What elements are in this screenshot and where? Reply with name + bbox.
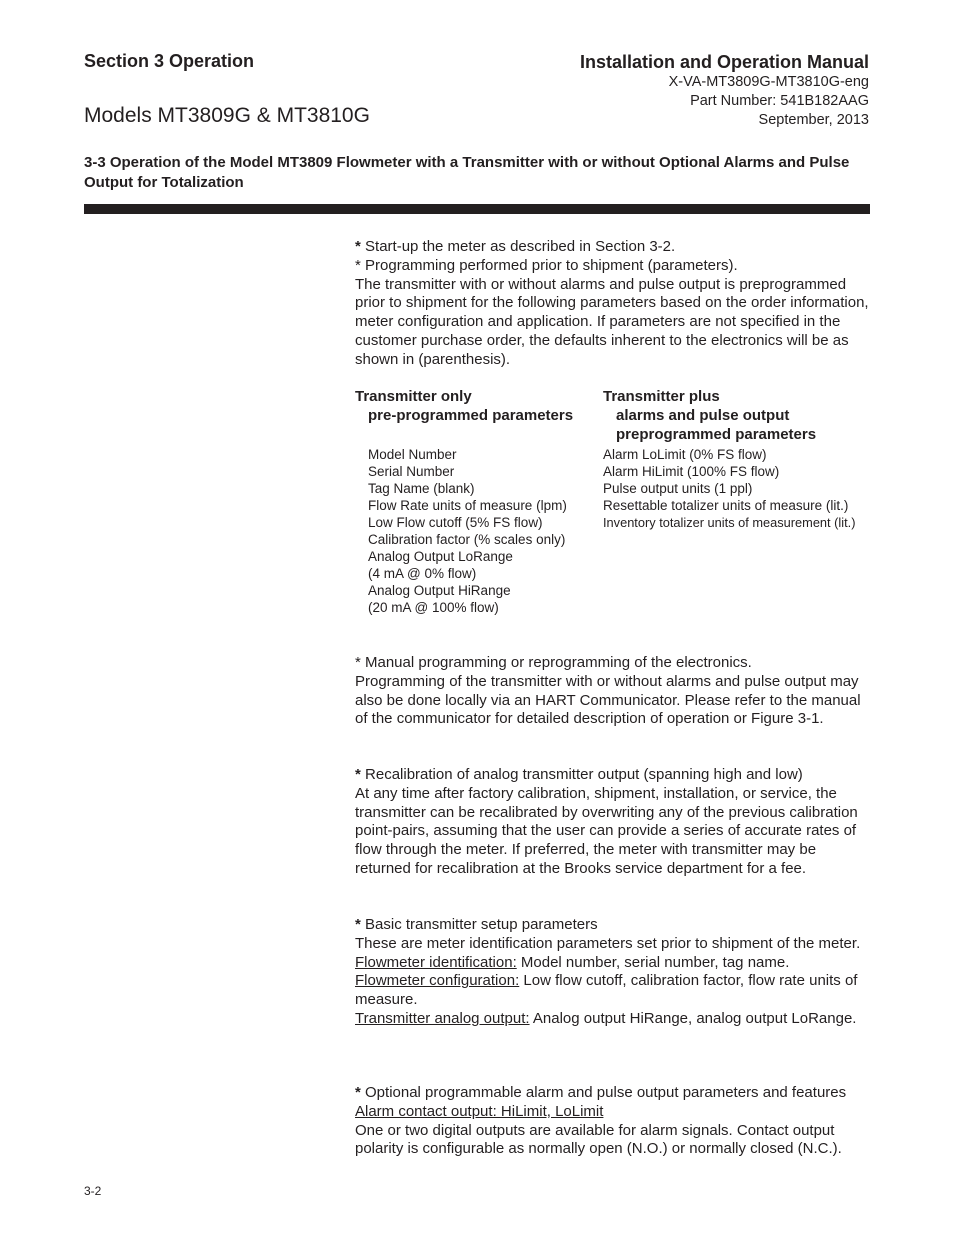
list-item: (20 mA @ 100% flow) bbox=[368, 600, 499, 615]
right-heading-line-3: preprogrammed parameters bbox=[616, 426, 817, 443]
manual-programming-block bbox=[355, 654, 875, 729]
alarm-contact-label: Alarm contact output: HiLimit, LoLimit bbox=[355, 1102, 604, 1120]
left-parameter-list bbox=[368, 446, 567, 616]
flowmeter-configuration-text: Low flow cutoff, calibration factor, flow rate units of measure. bbox=[355, 972, 858, 1009]
flowmeter-configuration-label: Flowmeter configuration: bbox=[355, 972, 520, 990]
right-table-heading bbox=[603, 387, 816, 444]
right-parameter-list bbox=[603, 446, 855, 531]
list-item: Analog Output LoRange bbox=[368, 549, 513, 564]
list-item: Low Flow cutoff (5% FS flow) bbox=[368, 515, 543, 530]
optional-title-line bbox=[355, 1084, 875, 1103]
list-item: Tag Name (blank) bbox=[368, 481, 475, 496]
optional-body: One or two digital outputs are available for alarm signals. Contact output polarity is configurable as normally open (N.O.) or normally closed (N.C.). bbox=[355, 1121, 842, 1158]
right-heading-line-2: alarms and pulse output bbox=[616, 407, 790, 424]
left-table-heading bbox=[355, 387, 573, 425]
bullet-star: * bbox=[355, 238, 361, 255]
recalibration-block bbox=[355, 766, 875, 879]
analog-output-label: Transmitter analog output: bbox=[355, 1009, 530, 1027]
recalibration-title-line bbox=[355, 766, 875, 785]
section-heading: 3-3 Operation of the Model MT3809 Flowmeter with a Transmitter with or without Optional Alarms and Pulse Output for Totalization bbox=[84, 154, 850, 191]
recalibration-body: At any time after factory calibration, shipment, installation, or service, the transmitter can be recalibrated by overwriting any of the previous calibration point-pairs, assuming that the user can provide a series of accurate rates of flow through the meter. If preferred, the meter with transmitter may be returned for recalibration at the Brooks service department for a fee. bbox=[355, 784, 858, 877]
intro-paragraph: The transmitter with or without alarms and pulse output is preprogrammed prior to shipment for the following parameters based on the order information, meter configuration and application. If parameters are not specified in the customer purchase order, the defaults inherent to the electronics will be as shown in (parenthesis). bbox=[355, 275, 869, 368]
list-item: Serial Number bbox=[368, 464, 455, 479]
basic-setup-title-line bbox=[355, 916, 875, 935]
right-heading-line-1: Transmitter plus bbox=[603, 388, 720, 405]
list-item: Flow Rate units of measure (lpm) bbox=[368, 498, 567, 513]
analog-output-text: Analog output HiRange, analog output LoRange. bbox=[529, 1009, 857, 1027]
left-heading-line-2: pre-programmed parameters bbox=[368, 407, 574, 424]
intro-block bbox=[355, 238, 875, 370]
basic-setup-body: These are meter identification parameters set prior to shipment of the meter. bbox=[355, 934, 861, 952]
list-item: Pulse output units (1 ppl) bbox=[603, 481, 753, 496]
list-item: Analog Output HiRange bbox=[368, 583, 511, 598]
part-number: Part Number: 541B182AAG bbox=[690, 93, 869, 109]
startup-line bbox=[355, 238, 875, 257]
flowmeter-identification-line bbox=[355, 954, 875, 973]
page-number: 3-2 bbox=[84, 1184, 102, 1198]
manual-programming-body: Programming of the transmitter with or without alarms and pulse output may also be done locally via an HART Communicator. Please refer to the manual of the communicator for detailed description of operation or Figure 3-1. bbox=[355, 672, 861, 728]
section-label: Section 3 Operation bbox=[84, 51, 255, 71]
analog-output-line bbox=[355, 1010, 875, 1029]
basic-setup-title: Basic transmitter setup parameters bbox=[365, 916, 598, 933]
recalibration-title: Recalibration of analog transmitter output (spanning high and low) bbox=[365, 766, 803, 783]
left-heading-line-1: Transmitter only bbox=[355, 388, 472, 405]
list-item: Alarm HiLimit (100% FS flow) bbox=[603, 464, 780, 479]
document-id: X-VA-MT3809G-MT3810G-eng bbox=[668, 74, 869, 90]
list-item: (4 mA @ 0% flow) bbox=[368, 566, 477, 581]
manual-programming-title: * Manual programming or reprogramming of the electronics. bbox=[355, 654, 752, 671]
list-item: Inventory totalizer units of measurement (lit.) bbox=[603, 515, 856, 530]
optional-title: Optional programmable alarm and pulse output parameters and features bbox=[365, 1084, 847, 1101]
bullet-star: * bbox=[355, 1084, 361, 1101]
startup-text: Start-up the meter as described in Section 3-2. bbox=[365, 238, 676, 255]
bullet-star: * bbox=[355, 766, 361, 783]
bullet-star: * bbox=[355, 916, 361, 933]
publish-date: September, 2013 bbox=[758, 112, 869, 128]
optional-alarm-block bbox=[355, 1084, 875, 1159]
document-info bbox=[580, 51, 869, 130]
basic-setup-block bbox=[355, 916, 875, 1029]
list-item: Alarm LoLimit (0% FS flow) bbox=[603, 447, 767, 462]
flowmeter-identification-text: Model number, serial number, tag name. bbox=[516, 953, 790, 971]
list-item: Model Number bbox=[368, 447, 457, 462]
heading-rule bbox=[84, 204, 870, 214]
flowmeter-identification-label: Flowmeter identification: bbox=[355, 953, 517, 971]
manual-title: Installation and Operation Manual bbox=[579, 52, 869, 72]
list-item: Resettable totalizer units of measure (lit.) bbox=[603, 498, 849, 513]
flowmeter-configuration-line bbox=[355, 972, 875, 1010]
models-title: Models MT3809G & MT3810G bbox=[84, 104, 370, 127]
programming-line: * Programming performed prior to shipment (parameters). bbox=[355, 256, 738, 274]
list-item: Calibration factor (% scales only) bbox=[368, 532, 566, 547]
